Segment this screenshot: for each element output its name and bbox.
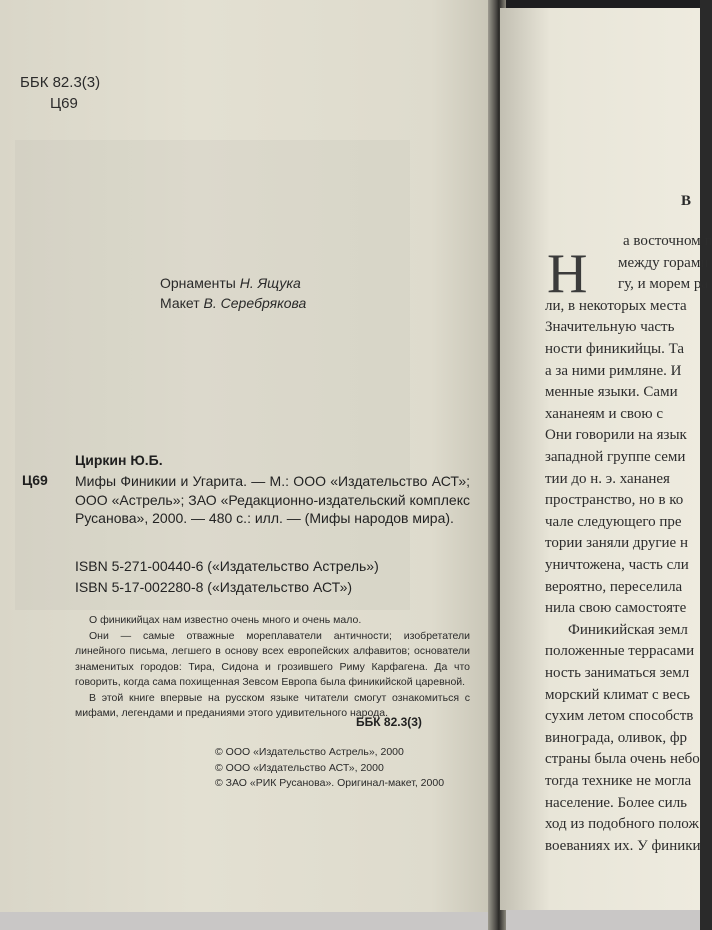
- text-line: а за ними римляне. И: [545, 362, 682, 379]
- text-line: тории заняли другие н: [545, 535, 688, 552]
- author-name: Циркин Ю.Б.: [75, 452, 163, 468]
- text-line: чале следующего пре: [545, 513, 682, 530]
- chapter-heading: В: [681, 193, 692, 209]
- isbn-ast: ISBN 5-17-002280-8 («Издательство АСТ»): [75, 579, 353, 595]
- text-line: тогда технике не могла: [545, 773, 692, 789]
- text-line: население. Более силь: [545, 794, 688, 811]
- text-line: воеваниях их. У финики: [545, 837, 701, 854]
- annotation-paragraph: В этой книге впервые на русском языке читатели смогут ознакомиться с мифами, легендами и преданиями этого удивительного народа.: [75, 691, 470, 719]
- copyright-line: © ЗАО «РИК Русанова». Оригинал-макет, 2000: [215, 777, 445, 789]
- credits-block: [160, 273, 306, 313]
- text-line: Финикийская земл: [568, 621, 688, 638]
- text-line: западной группе семи: [545, 449, 686, 465]
- copyright-block: [215, 745, 444, 792]
- bbk-classification-top: ББК 82.3(3): [20, 74, 101, 91]
- text-line: пространство, но в ко: [545, 492, 684, 509]
- bbk-classification-bottom: ББК 82.3(3): [356, 715, 422, 729]
- copyright-line: © ООО «Издательство Астрель», 2000: [215, 746, 404, 758]
- text-line: морский климат с весь: [545, 686, 690, 703]
- copyright-line: © ООО «Издательство АСТ», 2000: [215, 761, 384, 774]
- text-line: сухим летом способств: [545, 708, 694, 725]
- text-line: тии до н. э. хананея: [545, 470, 670, 487]
- show-through-text: [240, 110, 247, 136]
- right-page: [500, 8, 712, 910]
- ornaments-credit: Орнаменты Н. Ящука: [160, 275, 301, 291]
- text-line: винограда, оливок, фр: [545, 729, 688, 746]
- text-line: вероятно, переселила: [545, 578, 683, 595]
- text-line: Они говорили на язык: [545, 427, 687, 444]
- annotation-paragraph: Они — самые отважные мореплаватели античности; изобретатели линейного письма, легшего в основу всех европейских алфавитов; основатели знаменитых городов: Тира, Сидона и грозившего Риму Карфагена. Да что говорить, когда сама похищенная Зевсом Европа была финикийской царевной.: [75, 629, 470, 688]
- author-code-top: Ц69: [50, 95, 78, 112]
- annotation-paragraph: О финикийцах нам известно очень много и очень мало.: [89, 614, 362, 626]
- annotation: [75, 613, 470, 722]
- text-line: нила свою самостояте: [545, 600, 687, 617]
- text-line: ность заниматься земл: [545, 665, 690, 681]
- isbn-astrel: ISBN 5-271-00440-6 («Издательство Астрель»): [75, 558, 379, 574]
- text-line: хананеям и свою с: [545, 405, 664, 422]
- text-line: менные языки. Сами: [545, 384, 678, 401]
- show-through-shadow: [15, 140, 410, 610]
- text-line: между горами: [618, 254, 709, 271]
- text-line: ности финикийцы. Та: [545, 341, 685, 357]
- drop-cap: Н: [547, 243, 588, 305]
- text-line: гу, и морем ра: [618, 276, 708, 293]
- text-line: положенные террасами: [545, 643, 695, 660]
- layout-credit: Макет В. Серебрякова: [160, 295, 307, 311]
- text-line: ход из подобного полож: [545, 816, 699, 833]
- text-line: ли, в некоторых места: [545, 297, 687, 314]
- author-code-mid: Ц69: [22, 472, 48, 488]
- text-line: страны была очень небо: [545, 751, 700, 768]
- bibliographic-record: Мифы Финикии и Угарита. — М.: ООО «Издательство АСТ»; ООО «Астрель»; ЗАО «Редакционно-издательский комплекс Русанова», 2000. — 480 с.: илл. — (Мифы народов мира).: [75, 473, 470, 526]
- text-line: уничтожена, часть сли: [545, 557, 689, 573]
- text-line: Значительную часть: [545, 319, 675, 336]
- text-line: а восточном п: [623, 233, 712, 249]
